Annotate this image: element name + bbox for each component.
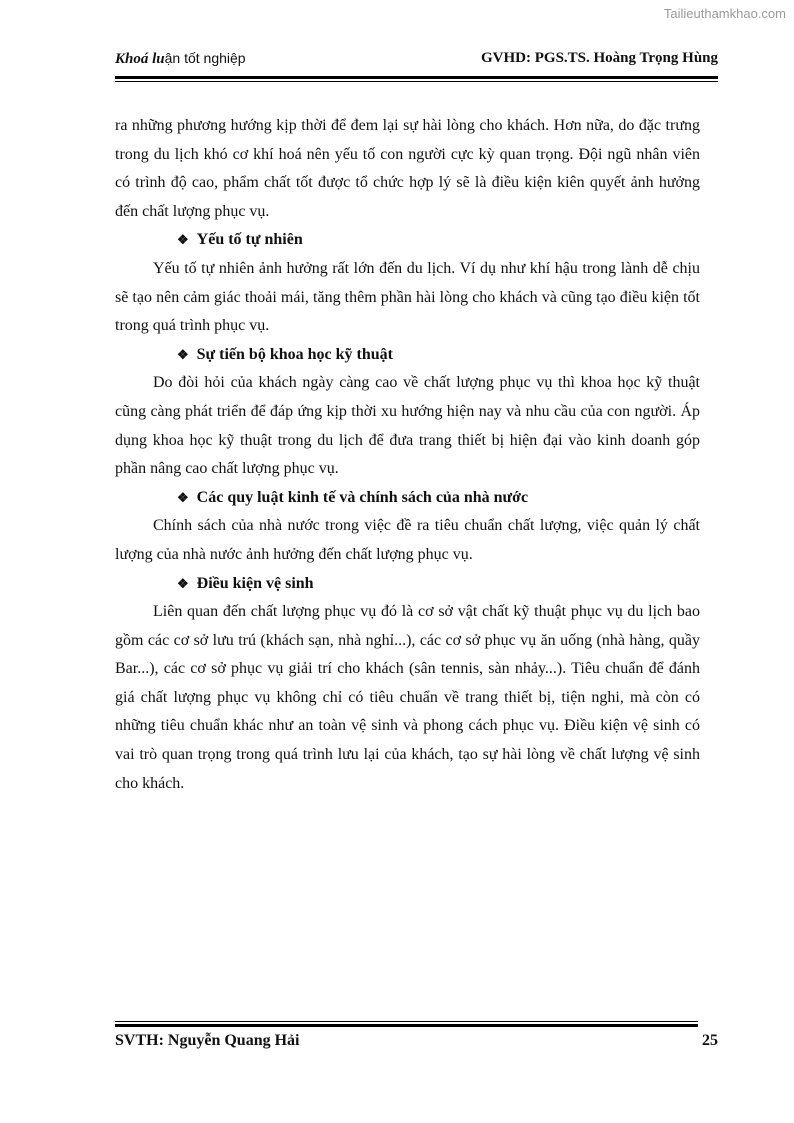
paragraph-2: Yếu tố tự nhiên ảnh hưởng rất lớn đến du lịch. Ví dụ như khí hậu trong lành dễ chịu sẽ tạo nên cảm giác thoải mái, tăng thêm phần hài lòng cho khách và cũng tạo điều kiện tốt trong quá trình phục vụ. (115, 259, 700, 335)
heading-technology-progress (115, 341, 700, 370)
heading-text: Yếu tố tự nhiên (196, 231, 303, 249)
footer-rule-thick (115, 1024, 698, 1027)
footer-author: SVTH: Nguyễn Quang Hải (115, 1032, 300, 1049)
header-supervisor: GVHD: PGS.TS. Hoàng Trọng Hùng (481, 50, 718, 66)
header-title-rest: ận tốt nghiệp (164, 50, 246, 66)
diamond-bullet-icon: ❖ (177, 346, 189, 362)
heading-text: Điều kiện vệ sinh (196, 574, 314, 592)
page-number: 25 (702, 1032, 718, 1049)
paragraph-1: ra những phương hướng kịp thời để đem lại sự hài lòng cho khách. Hơn nữa, do đặc trưng trong du lịch khó cơ khí hoá nên yếu tố con người cực kỳ quan trọng. Đội ngũ nhân viên có trình độ cao, phẩm chất tốt được tổ chức hợp lý sẽ là điều kiện kiên quyết ảnh hưởng đến chất lượng phục vụ. (115, 117, 700, 220)
page-footer (115, 1032, 718, 1050)
diamond-bullet-icon: ❖ (177, 575, 189, 591)
paragraph-3: Do đòi hỏi của khách ngày càng cao về chất lượng phục vụ thì khoa học kỹ thuật cũng càng phát triển để đáp ứng kịp thời xu hướng hiện nay và nhu cầu của con người. Áp dụng khoa học kỹ thuật trong du lịch để đưa trang thiết bị hiện đại vào kinh doanh góp phần nâng cao chất lượng phục vụ. (115, 374, 700, 478)
page-body (115, 112, 700, 798)
watermark: Tailieuthamkhao.com (663, 6, 786, 21)
heading-hygiene (115, 570, 700, 599)
heading-economic-laws (115, 484, 700, 513)
diamond-bullet-icon: ❖ (177, 232, 189, 248)
header-rule-thick (115, 76, 718, 79)
heading-text: Các quy luật kinh tế và chính sách của nhà nước (196, 488, 529, 506)
paragraph-4: Chính sách của nhà nước trong việc đề ra tiêu chuẩn chất lượng, việc quản lý chất lượng của nhà nước ảnh hưởng đến chất lượng phục vụ. (115, 517, 700, 563)
header-title (115, 50, 246, 68)
heading-text: Sự tiến bộ khoa học kỹ thuật (196, 345, 393, 363)
heading-natural-factors (115, 226, 700, 255)
header-rule-thin (115, 81, 718, 82)
paragraph-5: Liên quan đến chất lượng phục vụ đó là cơ sở vật chất kỹ thuật phục vụ du lịch bao gồm các cơ sở lưu trú (khách sạn, nhà nghỉ...), các cơ sở phục vụ ăn uống (nhà hàng, quầy Bar...), các cơ sở phục vụ giải trí cho khách (sân tennis, sàn nhảy...). Tiêu chuẩn để đánh giá chất lượng phục vụ không chỉ có tiêu chuẩn về trang thiết bị, tiện nghi, mà còn có những tiêu chuẩn khác như an toàn vệ sinh và phong cách phục vụ. Điều kiện vệ sinh có vai trò quan trọng trong quá trình lưu lại của khách, tạo sự hài lòng về chất lượng vệ sinh cho khách. (115, 603, 700, 792)
page-header (115, 50, 718, 72)
header-title-italic: Khoá lu (115, 51, 165, 67)
diamond-bullet-icon: ❖ (177, 489, 189, 505)
footer-rule-thin (115, 1021, 698, 1022)
